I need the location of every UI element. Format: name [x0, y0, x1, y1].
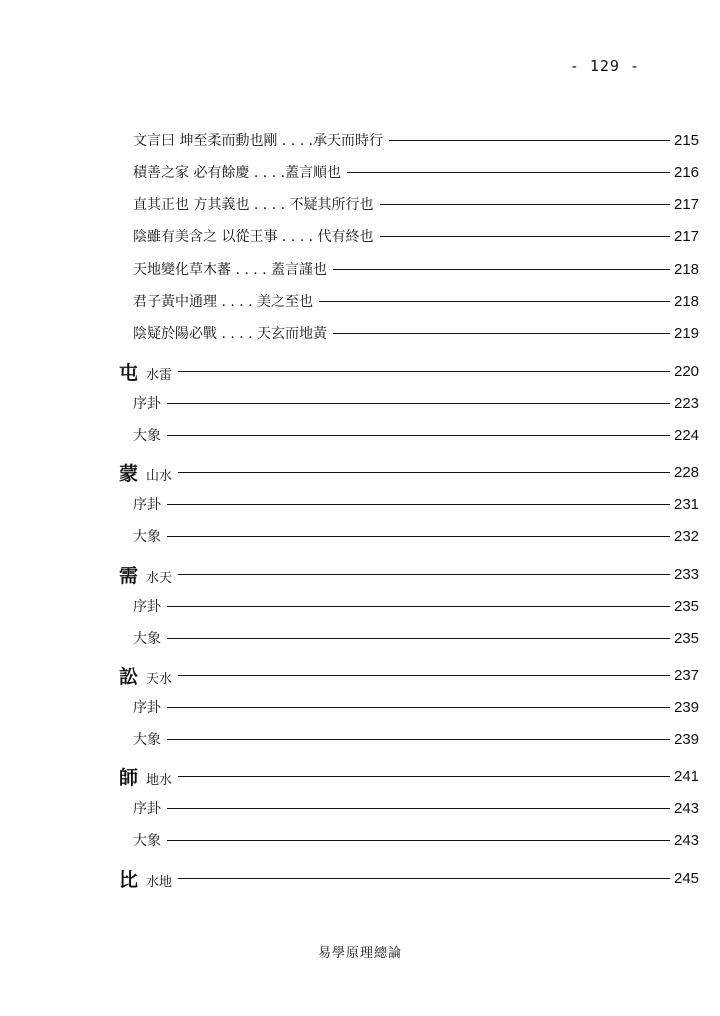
leader-line	[167, 707, 670, 708]
leader-line	[333, 269, 670, 270]
leader-line	[167, 638, 670, 639]
toc-entry-label: 大象	[133, 428, 161, 444]
toc-entry-row	[0, 625, 720, 651]
hexagram-trigrams: 水天	[146, 570, 173, 586]
toc-entry-row	[0, 694, 720, 720]
toc-entry-label: 序卦	[133, 700, 161, 716]
toc-section-label	[0, 865, 172, 892]
toc-entry-label: 積善之家 必有餘慶 . . . .蓋言順也	[133, 165, 342, 181]
leader-line	[178, 371, 670, 372]
toc-entry-label: 文言曰 坤至柔而動也剛 . . . .承天而時行	[133, 133, 384, 149]
toc-page-number: 243	[674, 831, 700, 849]
toc-section-row	[0, 459, 720, 485]
leader-line	[167, 403, 670, 404]
toc-entry-label: 大象	[133, 732, 161, 748]
hexagram-name: 屯	[119, 361, 139, 384]
leader-line	[167, 606, 670, 607]
toc-entry-label: 序卦	[133, 801, 161, 817]
toc-section-label	[0, 358, 172, 385]
leader-line	[178, 574, 670, 575]
hexagram-name: 師	[119, 766, 139, 789]
toc-page-number: 217	[674, 195, 700, 213]
toc-entry-label: 君子黃中通理 . . . . 美之至也	[133, 294, 314, 310]
toc-section-label	[0, 662, 172, 689]
hexagram-name: 蒙	[119, 462, 139, 485]
toc-entry-label: 陰雖有美含之 以從王事 . . . . 代有終也	[133, 229, 374, 245]
toc-page-number: 219	[674, 324, 700, 342]
hexagram-name: 需	[119, 564, 139, 587]
leader-line	[167, 504, 670, 505]
leader-line	[167, 840, 670, 841]
toc-entry-label: 大象	[133, 529, 161, 545]
toc-section-label	[0, 763, 172, 790]
toc-entry-row	[0, 288, 720, 314]
toc-page-number: 241	[674, 767, 700, 785]
toc-section-row	[0, 561, 720, 587]
leader-line	[178, 776, 670, 777]
page-number: - 129 -	[569, 57, 640, 75]
toc-section-row	[0, 662, 720, 688]
leader-line	[167, 808, 670, 809]
toc-page-number: 239	[674, 698, 700, 716]
toc-entry-row	[0, 390, 720, 416]
hexagram-name: 訟	[119, 665, 139, 688]
toc-page-number: 217	[674, 227, 700, 245]
toc-entry-row	[0, 827, 720, 853]
toc-page-number: 239	[674, 730, 700, 748]
toc-page-number: 215	[674, 131, 700, 149]
leader-line	[178, 675, 670, 676]
toc-entry-label: 序卦	[133, 497, 161, 513]
toc-entry-label: 大象	[133, 631, 161, 647]
toc-page-number: 232	[674, 527, 700, 545]
leader-line	[380, 236, 670, 237]
hexagram-trigrams: 水地	[146, 874, 173, 890]
toc-entry-row	[0, 726, 720, 752]
toc-page-number: 245	[674, 869, 700, 887]
toc-entry-label: 直其正也 方其義也 . . . . 不疑其所行也	[133, 197, 374, 213]
toc-page-number: 216	[674, 163, 700, 181]
toc-entry-label: 序卦	[133, 396, 161, 412]
toc-entry-row	[0, 593, 720, 619]
toc-page-number: 223	[674, 394, 700, 412]
leader-line	[389, 140, 670, 141]
hexagram-trigrams: 山水	[146, 468, 173, 484]
toc-section-label	[0, 459, 172, 486]
leader-line	[380, 204, 670, 205]
toc-section-label	[0, 561, 172, 588]
toc-page-number: 228	[674, 463, 700, 481]
leader-line	[319, 301, 670, 302]
toc-page-number: 220	[674, 362, 700, 380]
toc-entry-row	[0, 320, 720, 346]
toc-entry-label: 天地變化草木蕃 . . . . 蓋言謹也	[133, 262, 328, 278]
leader-line	[167, 435, 670, 436]
toc-entry-row	[0, 191, 720, 217]
toc-section-row	[0, 763, 720, 789]
toc-entry-row	[0, 127, 720, 153]
toc-entry-label: 陰疑於陽必戰 . . . . 天玄而地黃	[133, 326, 328, 342]
leader-line	[347, 172, 670, 173]
hexagram-name: 比	[119, 868, 139, 891]
toc-entry-row	[0, 795, 720, 821]
leader-line	[178, 472, 670, 473]
toc-entry-row	[0, 159, 720, 185]
hexagram-trigrams: 水雷	[146, 367, 173, 383]
hexagram-trigrams: 天水	[146, 671, 173, 687]
toc-entry-label: 序卦	[133, 599, 161, 615]
hexagram-trigrams: 地水	[146, 772, 173, 788]
toc-page-number: 218	[674, 260, 700, 278]
toc-page-number: 224	[674, 426, 700, 444]
toc-page-number: 243	[674, 799, 700, 817]
toc-entry-row	[0, 223, 720, 249]
toc-entry-label: 大象	[133, 833, 161, 849]
toc-entry-row	[0, 422, 720, 448]
leader-line	[167, 536, 670, 537]
toc-entry-row	[0, 256, 720, 282]
book-title-footer: 易學原理總論	[317, 946, 402, 961]
toc-entry-row	[0, 523, 720, 549]
toc-page-number: 233	[674, 565, 700, 583]
toc-page-number: 237	[674, 666, 700, 684]
toc-page-number: 231	[674, 495, 700, 513]
leader-line	[178, 878, 670, 879]
toc-page-number: 235	[674, 597, 700, 615]
leader-line	[167, 739, 670, 740]
leader-line	[333, 333, 670, 334]
toc-page-number: 218	[674, 292, 700, 310]
toc-section-row	[0, 865, 720, 891]
toc-entry-row	[0, 491, 720, 517]
toc-page-number: 235	[674, 629, 700, 647]
toc-section-row	[0, 358, 720, 384]
